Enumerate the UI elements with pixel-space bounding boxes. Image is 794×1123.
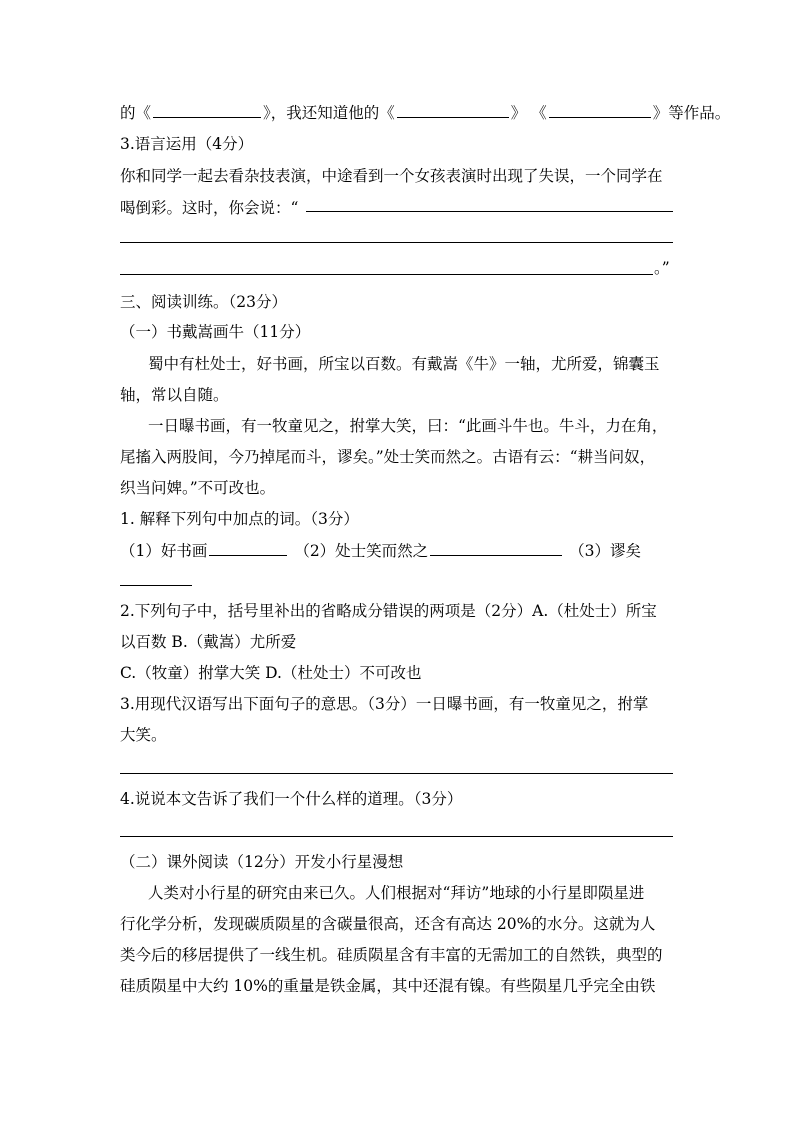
q3-text: 喝倒彩。这时，你会说：“ (120, 199, 299, 217)
paragraph-line: 类今后的移居提供了一线生机。硅质陨星含有丰富的无需加工的自然铁，典型的 (120, 946, 663, 964)
question-1-title: 1. 解释下列句中加点的词。（3分） (120, 510, 359, 528)
question-2-line: 以百数 B.（戴嵩）尤所爱 (120, 633, 297, 651)
paragraph-line: 人类对小行星的研究由来已久。人们根据对“拜访”地球的小行星即陨星进 (148, 884, 645, 902)
answer-line[interactable] (120, 836, 673, 837)
reading-title: （一）书戴嵩画牛（11分） (120, 323, 311, 341)
question-2-line: C.（牧童）拊掌大笑 D.（杜处士）不可改也 (120, 664, 422, 682)
reading-title: （二）课外阅读（12分）开发小行星漫想 (120, 853, 404, 871)
question-3-line: 3.用现代汉语写出下面句子的意思。（3分）一日曝书画，有一牧童见之，拊掌 (120, 695, 649, 713)
q3-title: 3.语言运用（4分） (120, 135, 254, 153)
paragraph-line: 织当问婢。”不可改也。 (120, 479, 276, 497)
answer-blank[interactable] (209, 540, 287, 556)
answer-blank[interactable] (549, 102, 651, 118)
literature-blank-line: 的《 》，我还知道他的《 》 《 》等作品。 (120, 104, 731, 122)
question-1-items: （1）好书画 （2）处士笑而然之 （3）谬矣 (120, 542, 641, 560)
question-2-line: 2.下列句子中，括号里补出的省略成分错误的两项是（2分）A.（杜处士）所宝 (120, 602, 657, 620)
answer-blank[interactable] (430, 540, 562, 556)
answer-line[interactable] (120, 242, 673, 243)
paragraph-line: 蜀中有杜处士，好书画，所宝以百数。有戴嵩《牛》一轴，尤所爱，锦囊玉 (148, 355, 660, 373)
answer-line[interactable] (306, 211, 673, 212)
answer-line[interactable] (120, 773, 673, 774)
paragraph-line: 一日曝书画，有一牧童见之，拊掌大笑，曰：“此画斗牛也。牛斗，力在角， (148, 417, 668, 435)
answer-line[interactable] (120, 585, 192, 586)
paragraph-line: 尾搐入两股间，今乃掉尾而斗，谬矣。”处士笑而然之。古语有云：“耕当问奴， (120, 448, 656, 466)
paragraph-line: 硅质陨星中大约 10%的重量是铁金属，其中还混有镍。有些陨星几乎完全由铁 (120, 977, 656, 995)
section-title: 三、阅读训练。（23分） (120, 293, 287, 311)
paragraph-line: 轴，常以自随。 (120, 386, 229, 404)
question-3-line: 大笑。 (120, 726, 167, 744)
quote-end: 。” (654, 259, 670, 277)
answer-line[interactable] (120, 274, 653, 275)
question-4-line: 4.说说本文告诉了我们一个什么样的道理。（3分） (120, 790, 463, 808)
paragraph-line: 行化学分析，发现碳质陨星的含碳量很高，还含有高达 20%的水分。这就为人 (120, 915, 656, 933)
answer-blank[interactable] (153, 102, 261, 118)
answer-blank[interactable] (397, 102, 509, 118)
q3-text: 你和同学一起去看杂技表演，中途看到一个女孩表演时出现了失误，一个同学在 (120, 167, 663, 185)
